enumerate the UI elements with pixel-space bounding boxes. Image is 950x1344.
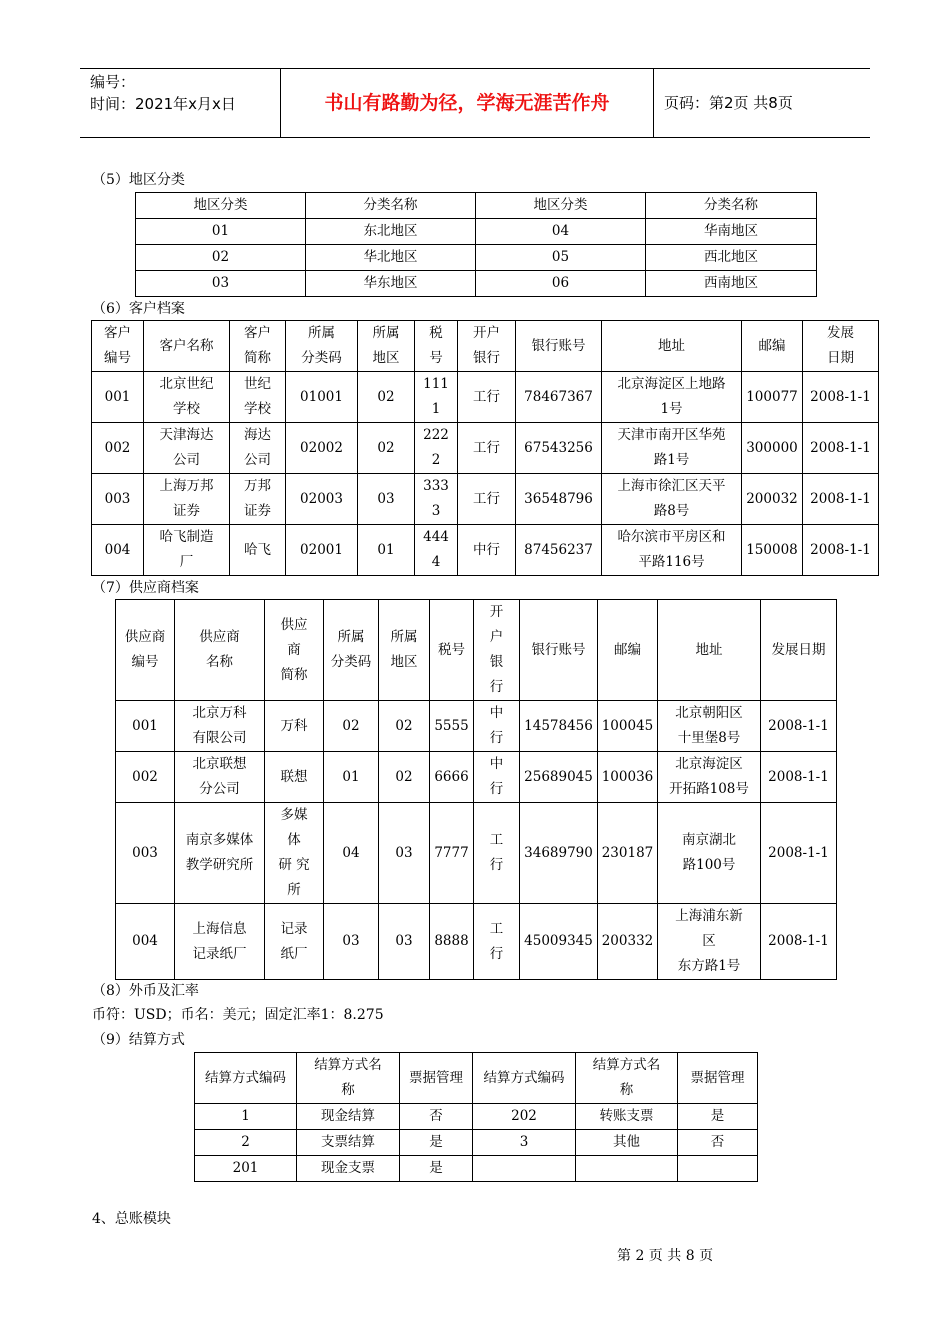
table-cell: 2008-1-1 xyxy=(803,474,879,525)
footer-page: 第 2 页 共 8 页 xyxy=(617,1248,714,1264)
header-cell: 开 户 银 行 xyxy=(474,600,520,701)
table-cell: 1 xyxy=(195,1104,297,1130)
table-cell: 02003 xyxy=(286,474,358,525)
table-cell: 2008-1-1 xyxy=(761,904,837,980)
table-cell: 工 行 xyxy=(474,904,520,980)
table-cell: 111 1 xyxy=(415,372,458,423)
table-cell: 2008-1-1 xyxy=(761,701,837,752)
table-cell: 300000 xyxy=(742,423,803,474)
table-row xyxy=(92,372,879,423)
code-label: 编号： xyxy=(90,73,136,91)
table-cell: 003 xyxy=(92,474,144,525)
time-label: 时间：2021年x月x日 xyxy=(90,95,236,113)
region-table xyxy=(135,192,817,297)
table-cell: 北京海淀区 开拓路108号 xyxy=(658,752,761,803)
table-cell: 03 xyxy=(136,271,306,297)
header-row xyxy=(195,1053,758,1104)
table-cell: 05 xyxy=(476,245,646,271)
header-cell: 结算方式编码 xyxy=(473,1053,576,1104)
table-cell: 01 xyxy=(358,525,415,576)
settlement-table xyxy=(194,1052,758,1182)
table-cell: 工行 xyxy=(458,474,516,525)
table-cell: 003 xyxy=(116,803,175,904)
table-row xyxy=(92,423,879,474)
table-row xyxy=(195,1156,758,1182)
header-cell: 地址 xyxy=(658,600,761,701)
table-cell: 04 xyxy=(324,803,379,904)
section-7-title: （7）供应商档案 xyxy=(92,580,199,596)
table-row xyxy=(195,1104,758,1130)
table-cell: 3 xyxy=(473,1130,576,1156)
header-cell: 供应 商 简称 xyxy=(265,600,324,701)
table-cell: 多媒 体 研 究 所 xyxy=(265,803,324,904)
table-row xyxy=(92,525,879,576)
header-cell: 所属 地区 xyxy=(358,321,415,372)
table-cell: 否 xyxy=(400,1104,473,1130)
header-cell: 地区分类 xyxy=(476,193,646,219)
section-9-title: （9）结算方式 xyxy=(92,1032,185,1048)
table-cell: 上海万邦 证券 xyxy=(144,474,230,525)
table-cell: 02 xyxy=(379,701,430,752)
header-row xyxy=(136,193,817,219)
header-cell: 银行账号 xyxy=(520,600,598,701)
header-cell: 发展 日期 xyxy=(803,321,879,372)
table-cell: 03 xyxy=(324,904,379,980)
table-row xyxy=(116,752,837,803)
table-cell: 02 xyxy=(358,423,415,474)
table-cell: 中 行 xyxy=(474,701,520,752)
table-cell: 200332 xyxy=(598,904,658,980)
table-cell: 是 xyxy=(400,1156,473,1182)
table-cell: 现金支票 xyxy=(297,1156,400,1182)
table-cell: 002 xyxy=(116,752,175,803)
table-cell: 世纪 学校 xyxy=(230,372,286,423)
table-cell: 北京万科 有限公司 xyxy=(175,701,265,752)
header-cell: 邮编 xyxy=(742,321,803,372)
table-cell: 03 xyxy=(379,803,430,904)
table-cell: 5555 xyxy=(430,701,474,752)
table-cell: 现金结算 xyxy=(297,1104,400,1130)
header-cell: 所属 分类码 xyxy=(324,600,379,701)
table-cell: 万科 xyxy=(265,701,324,752)
table-cell: 100036 xyxy=(598,752,658,803)
header-cell: 结算方式名 称 xyxy=(576,1053,678,1104)
table-cell: 是 xyxy=(400,1130,473,1156)
supplier-table xyxy=(115,599,837,980)
table-cell: 02002 xyxy=(286,423,358,474)
table-cell: 2 xyxy=(195,1130,297,1156)
header-cell: 地区分类 xyxy=(136,193,306,219)
table-cell: 华东地区 xyxy=(306,271,476,297)
table-row xyxy=(136,219,817,245)
header-cell: 客户名称 xyxy=(144,321,230,372)
table-cell: 87456237 xyxy=(516,525,602,576)
header-cell: 票据管理 xyxy=(678,1053,758,1104)
header-cell: 供应商 名称 xyxy=(175,600,265,701)
table-cell: 45009345 xyxy=(520,904,598,980)
table-row xyxy=(136,245,817,271)
table-cell: 上海信息 记录纸厂 xyxy=(175,904,265,980)
header-cell: 所属 分类码 xyxy=(286,321,358,372)
table-cell: 02 xyxy=(324,701,379,752)
table-cell: 南京多媒体 教学研究所 xyxy=(175,803,265,904)
table-cell: 北京海淀区上地路 1号 xyxy=(602,372,742,423)
table-cell: 01 xyxy=(136,219,306,245)
table-cell: 北京朝阳区 十里堡8号 xyxy=(658,701,761,752)
table-cell: 201 xyxy=(195,1156,297,1182)
table-cell: 03 xyxy=(379,904,430,980)
table-cell: 444 4 xyxy=(415,525,458,576)
table-cell: 200032 xyxy=(742,474,803,525)
table-cell: 北京世纪 学校 xyxy=(144,372,230,423)
header-cell: 开户 银行 xyxy=(458,321,516,372)
table-cell: 06 xyxy=(476,271,646,297)
header-row xyxy=(92,321,879,372)
table-cell: 01001 xyxy=(286,372,358,423)
table-row xyxy=(136,271,817,297)
table-cell: 2008-1-1 xyxy=(803,423,879,474)
table-cell: 2008-1-1 xyxy=(803,372,879,423)
header-row xyxy=(116,600,837,701)
table-cell: 哈飞 xyxy=(230,525,286,576)
table-cell: 78467367 xyxy=(516,372,602,423)
table-cell: 联想 xyxy=(265,752,324,803)
table-row xyxy=(116,803,837,904)
section-5-title: （5）地区分类 xyxy=(92,172,185,188)
currency-text: 币符：USD；币名：美元；固定汇率1：8.275 xyxy=(92,1007,384,1023)
table-cell: 工行 xyxy=(458,423,516,474)
table-cell: 001 xyxy=(116,701,175,752)
table-cell: 2008-1-1 xyxy=(761,803,837,904)
table-cell: 02 xyxy=(379,752,430,803)
table-cell: 上海浦东新 区 东方路1号 xyxy=(658,904,761,980)
table-cell: 是 xyxy=(678,1104,758,1130)
table-cell: 天津市南开区华苑 路1号 xyxy=(602,423,742,474)
table-cell: 04 xyxy=(476,219,646,245)
table-cell: 004 xyxy=(92,525,144,576)
table-cell: 转账支票 xyxy=(576,1104,678,1130)
header-cell: 结算方式名 称 xyxy=(297,1053,400,1104)
table-cell: 天津海达 公司 xyxy=(144,423,230,474)
header-cell: 客户 简称 xyxy=(230,321,286,372)
header-cell: 地址 xyxy=(602,321,742,372)
table-cell: 222 2 xyxy=(415,423,458,474)
table-cell: 万邦 证券 xyxy=(230,474,286,525)
table-cell: 333 3 xyxy=(415,474,458,525)
header-cell: 所属 地区 xyxy=(379,600,430,701)
table-cell: 03 xyxy=(358,474,415,525)
table-cell: 001 xyxy=(92,372,144,423)
table-cell: 工 行 xyxy=(474,803,520,904)
header-cell: 税号 xyxy=(430,600,474,701)
header-cell: 供应商 编号 xyxy=(116,600,175,701)
table-cell: 02 xyxy=(136,245,306,271)
table-row xyxy=(116,904,837,980)
table-cell: 华北地区 xyxy=(306,245,476,271)
table-cell: 东北地区 xyxy=(306,219,476,245)
header-cell: 票据管理 xyxy=(400,1053,473,1104)
table-cell: 中 行 xyxy=(474,752,520,803)
header-cell: 银行账号 xyxy=(516,321,602,372)
table-cell: 36548796 xyxy=(516,474,602,525)
table-cell: 202 xyxy=(473,1104,576,1130)
table-cell: 中行 xyxy=(458,525,516,576)
header-cell: 税 号 xyxy=(415,321,458,372)
table-cell: 002 xyxy=(92,423,144,474)
table-cell: 7777 xyxy=(430,803,474,904)
table-cell: 西南地区 xyxy=(646,271,817,297)
table-cell: 01 xyxy=(324,752,379,803)
table-cell: 100077 xyxy=(742,372,803,423)
table-cell: 2008-1-1 xyxy=(761,752,837,803)
table-cell: 华南地区 xyxy=(646,219,817,245)
table-cell: 南京湖北 路100号 xyxy=(658,803,761,904)
header-cell: 分类名称 xyxy=(306,193,476,219)
table-cell: 100045 xyxy=(598,701,658,752)
table-cell: 其他 xyxy=(576,1130,678,1156)
section-8-title: （8）外币及汇率 xyxy=(92,983,199,999)
table-cell: 支票结算 xyxy=(297,1130,400,1156)
header-cell: 发展日期 xyxy=(761,600,837,701)
table-cell: 西北地区 xyxy=(646,245,817,271)
table-cell: 8888 xyxy=(430,904,474,980)
table-cell: 海达 公司 xyxy=(230,423,286,474)
table-cell: 02 xyxy=(358,372,415,423)
section-4-title: 4、总账模块 xyxy=(92,1211,171,1227)
header-left xyxy=(80,69,280,137)
table-cell xyxy=(473,1156,576,1182)
table-cell: 北京联想 分公司 xyxy=(175,752,265,803)
table-row xyxy=(92,474,879,525)
table-cell: 34689790 xyxy=(520,803,598,904)
section-6-title: （6）客户档案 xyxy=(92,301,185,317)
page-header xyxy=(80,68,870,138)
header-motto: 书山有路勤为径，学海无涯苦作舟 xyxy=(280,69,654,137)
table-cell xyxy=(576,1156,678,1182)
table-cell: 记录 纸厂 xyxy=(265,904,324,980)
table-cell: 67543256 xyxy=(516,423,602,474)
table-cell: 6666 xyxy=(430,752,474,803)
table-cell: 004 xyxy=(116,904,175,980)
table-cell: 02001 xyxy=(286,525,358,576)
header-cell: 客户 编号 xyxy=(92,321,144,372)
table-cell: 哈飞制造 厂 xyxy=(144,525,230,576)
table-cell: 工行 xyxy=(458,372,516,423)
table-cell: 150008 xyxy=(742,525,803,576)
table-cell xyxy=(678,1156,758,1182)
table-cell: 25689045 xyxy=(520,752,598,803)
table-cell: 哈尔滨市平房区和 平路116号 xyxy=(602,525,742,576)
customer-table xyxy=(91,320,879,576)
table-cell: 上海市徐汇区天平 路8号 xyxy=(602,474,742,525)
header-page-label: 页码：第2页 共8页 xyxy=(664,94,793,112)
table-cell: 230187 xyxy=(598,803,658,904)
table-row xyxy=(195,1130,758,1156)
header-cell: 邮编 xyxy=(598,600,658,701)
table-row xyxy=(116,701,837,752)
table-cell: 2008-1-1 xyxy=(803,525,879,576)
table-cell: 14578456 xyxy=(520,701,598,752)
table-cell: 否 xyxy=(678,1130,758,1156)
header-cell: 结算方式编码 xyxy=(195,1053,297,1104)
header-cell: 分类名称 xyxy=(646,193,817,219)
